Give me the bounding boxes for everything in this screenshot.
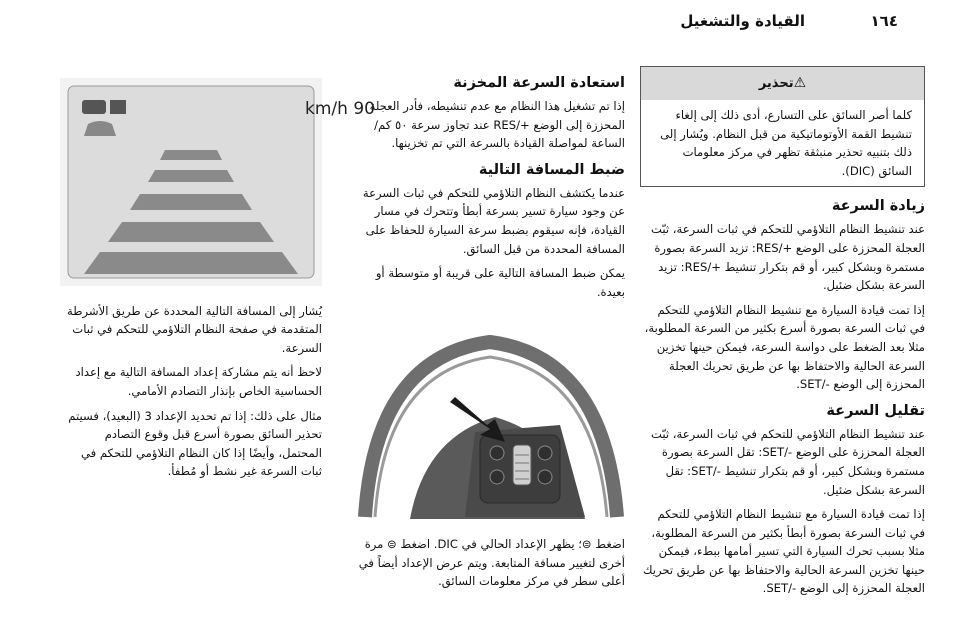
middle-column: [355, 66, 625, 597]
steering-wheel-illustration: [355, 317, 625, 519]
distance-bars-icon: [110, 100, 126, 114]
car-icon: [82, 100, 106, 114]
heading-increase-speed: زيادة السرعة: [831, 198, 925, 215]
heading-decrease-speed: تقليل السرعة: [826, 402, 925, 419]
page-number: ١٦٤: [870, 12, 898, 30]
warning-triangle-icon: ⚠: [793, 75, 807, 91]
paragraph-increase-1: عند تنشيط النظام التلاؤمي للتحكم في ثبات السرعة، ثبّت العجلة المحززة على الوضع +/RES: تزيد السرعة بصورة مستمرة وبشكل كبير، أو قم بتكرار تنشيط +/RES: تزيد السرعة بشكل ضئيل.: [651, 222, 925, 293]
paragraph-display-3: مثال على ذلك: إذا تم تحديد الإعداد 3 (البعيد)، فسيتم تحذير السائق بصورة أسرع قبل وقوع التصادم المحتمل، وأيضًا إذا كان النظام التلاؤمي للتحكم في ثبات السرعة غير نشط أو مُطفأ.: [68, 408, 322, 479]
right-column: [640, 66, 925, 604]
warning-header: [641, 67, 924, 100]
paragraph-increase-2: إذا تمت قيادة السيارة مع تنشيط النظام التلاؤمي للتحكم في ثبات السرعة بصورة أسرع بكثير من السرعة المطلوبة، مثلا بعد الضغط على دواسة السرعة، فيمكن حينها تخزين السرعة الحالية والاحتفاظ بها عن طريق تحريك العجلة المحززة إلى الوضع -/SET.: [644, 302, 925, 392]
page-title: القيادة والتشغيل: [680, 12, 805, 30]
display-speed: 90 km/h: [305, 99, 375, 119]
wheel-caption: اضغط ⊜؛ يظهر الإعداد الحالي في DIC. اضغط ⊜ مرة أخرى لتغيير مسافة المتابعة. ويتم عرض الإعداد أيضاً في أعلى سطر في مركز معلومات السائق.: [358, 536, 625, 589]
warning-box: [640, 66, 925, 187]
left-column: [60, 66, 375, 487]
paragraph-resume: إذا تم تشغيل هذا النظام مع عدم تنشيطه، فأدر العجلة المحززة إلى الوضع +/RES عند تجاوز سرعة ٥٠ كم/الساعة لمواصلة القيادة بالسرعة التي تم تخزينها.: [369, 99, 625, 151]
heading-follow-distance: ضبط المسافة التالية: [478, 161, 625, 178]
paragraph-follow-2: يمكن ضبط المسافة التالية على قريبة أو متوسطة أو بعيدة.: [375, 266, 625, 299]
paragraph-display-1: يُشار إلى المسافة التالية المحددة عن طريق الأشرطة المتقدمة في صفحة النظام التلاؤمي للتحكم في ثبات السرعة.: [67, 303, 322, 355]
paragraph-display-2: لاحظ أنه يتم مشاركة إعداد المسافة التالية مع إعداد الحساسية الخاص بإنذار التصادم الأمامي.: [75, 365, 322, 398]
paragraph-follow-1: عندما يكتشف النظام التلاؤمي للتحكم في ثبات السرعة عن وجود سيارة تسير بسرعة أبطأ وتتحرك في مسار القيادة، فإنه سيقوم بضبط سرعة السيارة للحفاظ على المسافة المحددة من قبل السائق.: [362, 185, 625, 256]
cluster-display-illustration: [60, 78, 375, 286]
warning-title: تحذير: [758, 76, 794, 91]
page-header: [0, 12, 960, 38]
paragraph-decrease-1: عند تنشيط النظام التلاؤمي للتحكم في ثبات السرعة، ثبّت العجلة المحززة على الوضع -/SET: تقل السرعة بصورة مستمرة وبشكل كبير، أو قم بتكرار تنشيط -/SET: تقل السرعة بشكل ضئيل.: [651, 426, 925, 497]
paragraph-decrease-2: إذا تمت قيادة السيارة مع تنشيط النظام التلاؤمي للتحكم في ثبات السرعة بصورة أبطأ بكثير من السرعة المطلوبة، مثلا بسبب تحرك السيارة التي تسير أمامها ببطء، فيمكن حينها تخزين السرعة الحالية والاحتفاظ بها عن طريق تحريك العجلة المحززة إلى الوضع -/SET.: [642, 507, 925, 596]
warning-text: كلما أصر السائق على التسارع، أدى ذلك إلى إلغاء تنشيط القمة الأوتوماتيكية من قبل النظام. ويُشار إلى ذلك بتنبيه تحذير منبثقة تظهر في مركز معلومات السائق (DIC).: [660, 108, 912, 178]
heading-resume-speed: استعادة السرعة المخزنة: [453, 75, 625, 91]
